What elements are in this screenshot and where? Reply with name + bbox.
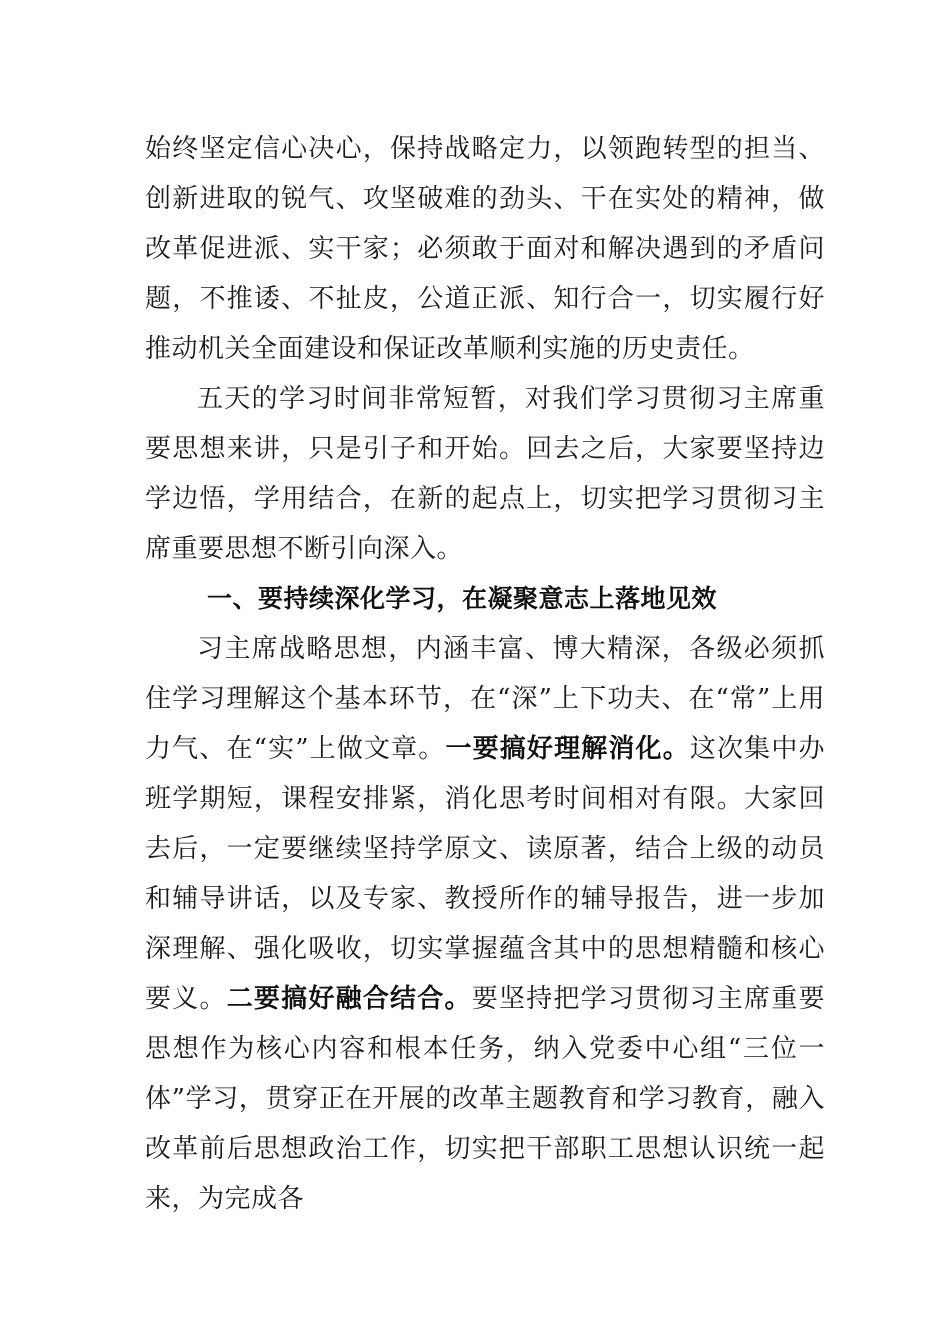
paragraph-deepen-study xyxy=(145,624,825,1224)
paragraph-text-a: 习主席战略思想，内涵丰富、博大精深，各级必须抓住学习理解这个基本环节，在“深”上下功夫、在“常”上用力气、在“实”上做文章。 xyxy=(145,634,825,764)
paragraph-text-c: 要坚持把学习贯彻习主席重要思想作为核心内容和根本任务，纳入党委中心组“三位一体”学习，贯穿正在开展的改革主题教育和学习教育，融入改革前后思想政治工作，切实把干部职工思想认识统一起来，为完成各 xyxy=(145,984,825,1214)
paragraph-continued: 始终坚定信心决心，保持战略定力，以领跑转型的担当、创新进取的锐气、攻坚破难的劲头、干在实处的精神，做改革促进派、实干家；必须敢于面对和解决遇到的矛盾问题，不推诿、不扯皮，公道正派、知行合一，切实履行好推动机关全面建设和保证改革顺利实施的历史责任。 xyxy=(145,134,825,364)
document-body xyxy=(145,124,825,1224)
paragraph-study-time: 五天的学习时间非常短暂，对我们学习贯彻习主席重要思想来讲，只是引子和开始。回去之后，大家要坚持边学边悟，学用结合，在新的起点上，切实把学习贯彻习主席重要思想不断引向深入。 xyxy=(145,384,825,564)
section-heading-one: 一、要持续深化学习，在凝聚意志上落地见效 xyxy=(207,584,718,613)
bold-point-one: 一要搞好理解消化。 xyxy=(445,734,690,764)
bold-point-two: 二要搞好融合结合。 xyxy=(226,984,472,1014)
paragraph-text-b: 这次集中办班学期短，课程安排紧，消化思考时间相对有限。大家回去后，一定要继续坚持学原文、读原著，结合上级的动员和辅导讲话，以及专家、教授所作的辅导报告，进一步加深理解、强化吸收，切实掌握蕴含其中的思想精髓和核心要义。 xyxy=(145,734,825,1014)
